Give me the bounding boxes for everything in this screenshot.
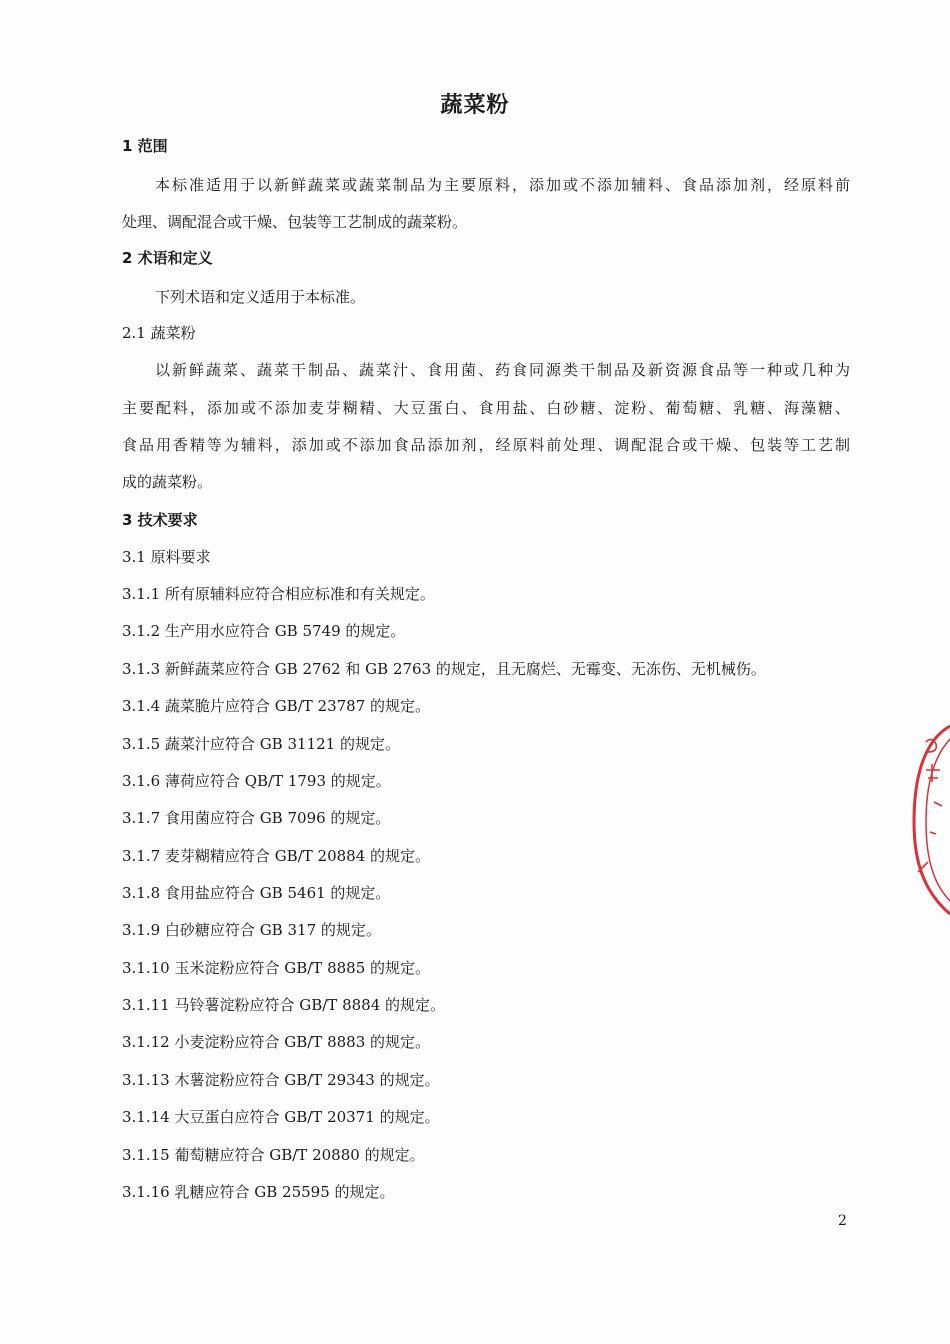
- requirement-item: 3.1.5 蔬菜汁应符合 GB 31121 的规定。: [122, 735, 400, 753]
- document-title: 蔬菜粉: [440, 93, 510, 118]
- requirement-item: 3.1.16 乳糖应符合 GB 25595 的规定。: [122, 1183, 395, 1201]
- requirement-item: 3.1.15 葡萄糖应符合 GB/T 20880 的规定。: [122, 1146, 425, 1164]
- requirement-item: 3.1.11 马铃薯淀粉应符合 GB/T 8884 的规定。: [122, 996, 446, 1014]
- definition-line-4: 成的蔬菜粉。: [122, 473, 213, 491]
- page-number: 2: [838, 1213, 847, 1229]
- requirement-item: 3.1.8 食用盐应符合 GB 5461 的规定。: [122, 884, 391, 902]
- section-1-paragraph-line-2: 处理、调配混合或干燥、包装等工艺制成的蔬菜粉。: [122, 213, 468, 231]
- section-1-heading: 1 范围: [122, 137, 168, 155]
- requirement-item: 3.1.1 所有原辅料应符合相应标准和有关规定。: [122, 585, 435, 603]
- definition-line-1: 以新鲜蔬菜、蔬菜干制品、蔬菜汁、食用菌、药食同源类干制品及新资源食品等一种或几种为: [155, 361, 850, 379]
- requirement-item: 3.1.7 食用菌应符合 GB 7096 的规定。: [122, 809, 391, 827]
- requirement-item: 3.1.7 麦芽糊精应符合 GB/T 20884 的规定。: [122, 847, 431, 865]
- requirement-item: 3.1.14 大豆蛋白应符合 GB/T 20371 的规定。: [122, 1108, 440, 1126]
- section-2-paragraph: 下列术语和定义适用于本标准。: [155, 288, 366, 306]
- requirement-item: 3.1.9 白砂糖应符合 GB 317 的规定。: [122, 921, 381, 939]
- requirement-item: 3.1.3 新鲜蔬菜应符合 GB 2762 和 GB 2763 的规定，且无腐烂、无霉变、无冻伤、无机械伤。: [122, 660, 766, 678]
- requirement-item: 3.1.10 玉米淀粉应符合 GB/T 8885 的规定。: [122, 959, 431, 977]
- section-1-paragraph-line-1: 本标准适用于以新鲜蔬菜或蔬菜制品为主要原料，添加或不添加辅料、食品添加剂，经原料前: [155, 176, 850, 194]
- requirement-item: 3.1.12 小麦淀粉应符合 GB/T 8883 的规定。: [122, 1033, 431, 1051]
- requirement-item: 3.1.4 蔬菜脆片应符合 GB/T 23787 的规定。: [122, 697, 431, 715]
- section-3-heading: 3 技术要求: [122, 511, 198, 529]
- requirement-item: 3.1.6 薄荷应符合 QB/T 1793 的规定。: [122, 772, 391, 790]
- seal-stamp-icon: [912, 722, 950, 922]
- requirement-item: 3.1.2 生产用水应符合 GB 5749 的规定。: [122, 622, 406, 640]
- section-3-1-heading: 3.1 原料要求: [122, 548, 211, 566]
- definition-line-3: 食品用香精等为辅料，添加或不添加食品添加剂，经原料前处理、调配混合或干燥、包装等工艺制: [122, 436, 850, 454]
- requirement-item: 3.1.13 木薯淀粉应符合 GB/T 29343 的规定。: [122, 1071, 440, 1089]
- definition-line-2: 主要配料，添加或不添加麦芽糊精、大豆蛋白、食用盐、白砂糖、淀粉、葡萄糖、乳糖、海藻糖、: [122, 399, 850, 417]
- section-2-heading: 2 术语和定义: [122, 249, 213, 267]
- section-2-1-heading: 2.1 蔬菜粉: [122, 324, 196, 342]
